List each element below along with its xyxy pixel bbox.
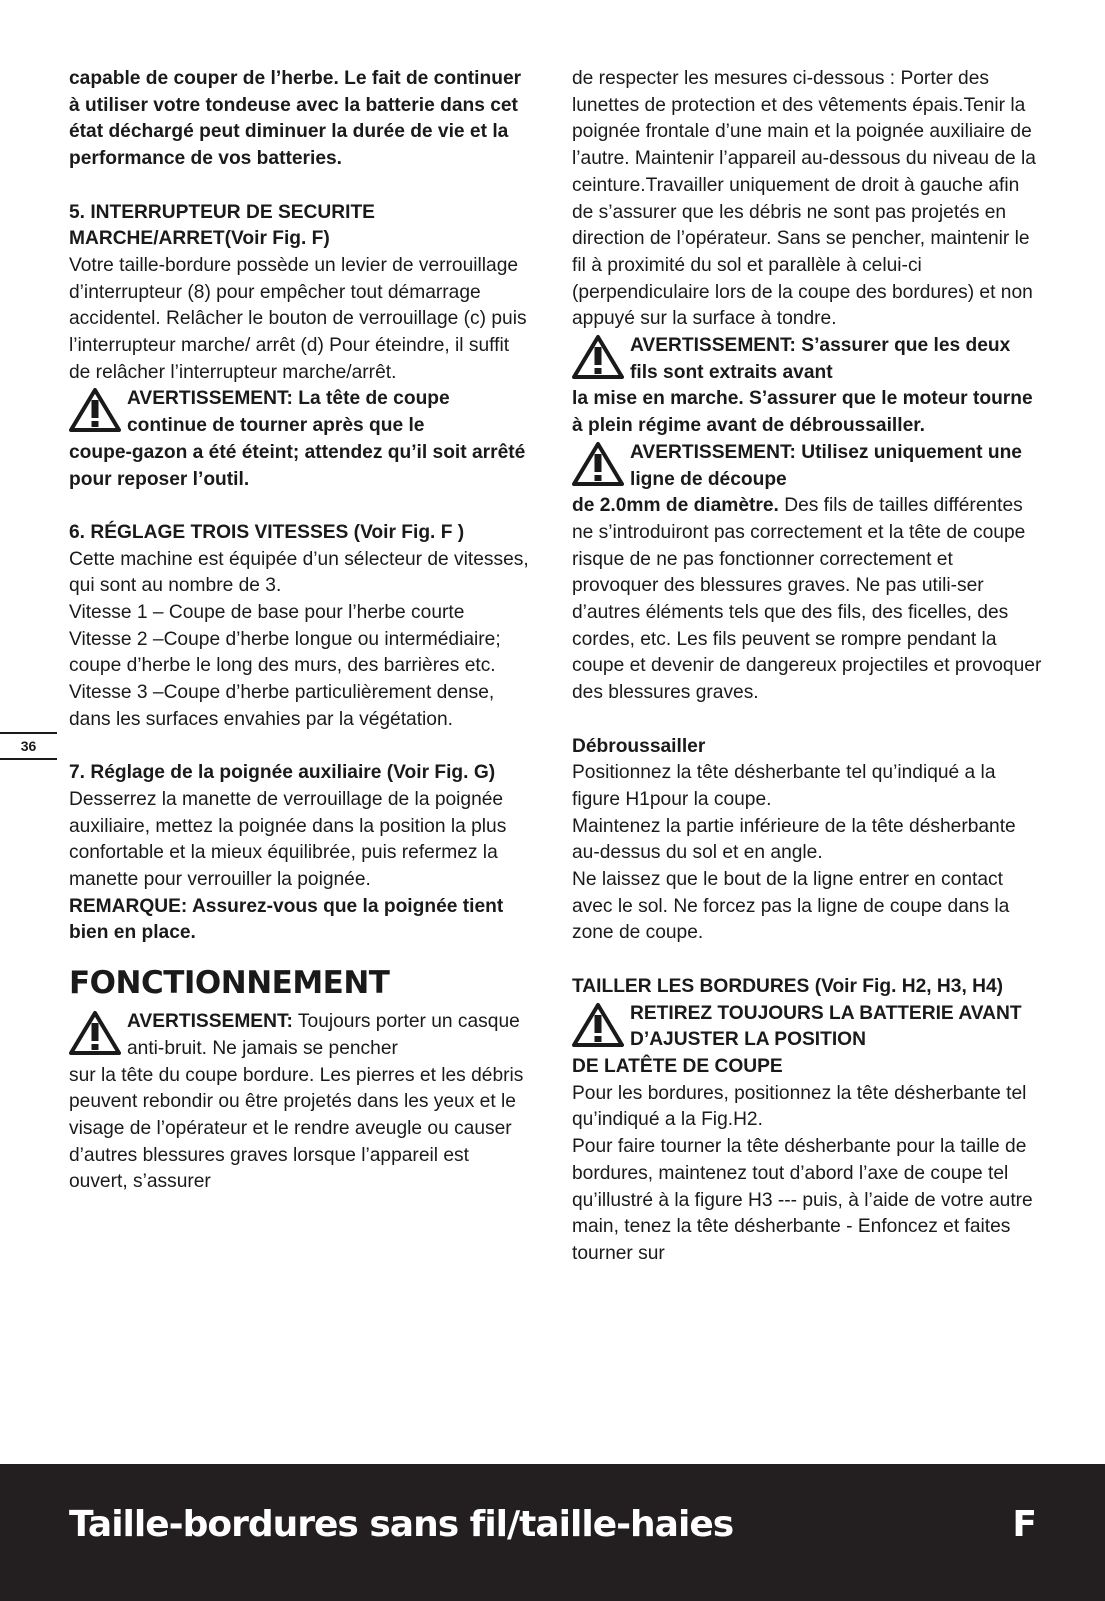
section-7-heading: 7. Réglage de la poignée auxiliaire (Voir Fig. G): [69, 762, 496, 784]
battery-paragraph: capable de couper de l’herbe. Le fait de continuer à utiliser votre tondeuse avec la batterie dans cet état déchargé peut diminuer la durée de vie et la performance de vos batteries.: [69, 68, 522, 170]
tailler-p1: Pour les bordures, positionnez la tête désherbante tel qu’indiqué a la Fig.H2.: [572, 1082, 1027, 1131]
section-5-body: Votre taille-bordure possède un levier de verrouillage d’interrupteur (8) pour empêcher tout démarrage accidentel. Relâcher le bouton de verrouillage (c) puis l’interrupteur marche/ arrêt (d) Pour éteindre, il suffit de relâcher l’interrupteur marche/arrêt.: [69, 254, 527, 383]
warning-triangle-icon: [572, 441, 624, 487]
language-letter: F: [1012, 1504, 1037, 1545]
debroussailler-p3: Ne laissez que le bout de la ligne entrer en contact avec le sol. Ne forcez pas la ligne de coupe dans la zone de coupe.: [572, 869, 1010, 944]
speed-3-text: Vitesse 3 –Coupe d’herbe particulièrement dense, dans les surfaces envahies par la végétation.: [69, 682, 495, 730]
footer-title: Taille-bordures sans fil/taille-haies: [69, 1504, 734, 1545]
section-6-heading: 6. RÉGLAGE TROIS VITESSES (Voir Fig. F ): [69, 521, 465, 543]
warning-4-text: AVERTISSEMENT: Utilisez uniquement une ligne de découpe: [630, 441, 1022, 490]
warning-4-continued: [572, 493, 1042, 707]
warning-block-3: [572, 333, 1042, 386]
tailler-heading: TAILLER LES BORDURES (Voir Fig. H2, H3, H4): [572, 975, 1004, 997]
section-7-note: REMARQUE: Assurez-vous que la poignée tient bien en place.: [69, 895, 504, 944]
left-column: [69, 66, 529, 1196]
page-number: 36: [0, 732, 57, 760]
warning-1-continued: coupe-gazon a été éteint; attendez qu’il soit arrêté pour reposer l’outil.: [69, 441, 526, 490]
warning-2-text: [127, 1009, 529, 1062]
speed-1-text: Vitesse 1 – Coupe de base pour l’herbe courte: [69, 602, 465, 624]
section-7-body: Desserrez la manette de verrouillage de la poignée auxiliaire, mettez la poignée dans la position la plus confortable et la mieux équilibrée, puis refermez la manette pour verrouiller la poignée.: [69, 788, 507, 891]
warning-3-continued: la mise en marche. S’assurer que le moteur tourne à plein régime avant de débroussailler.: [572, 388, 1033, 437]
warning-block-1: [69, 386, 529, 439]
speed-2-text: Vitesse 2 –Coupe d’herbe longue ou intermédiaire; coupe d’herbe le long des murs, des barrières etc.: [69, 628, 501, 677]
right-column: [572, 66, 1042, 1268]
warning-triangle-icon: [572, 334, 624, 380]
tailler-p2: Pour faire tourner la tête désherbante pour la taille de bordures, maintenez tout d’abord l’axe de coupe tel qu’illustré à la figure H3 --- puis, à l’aide de votre autre main, tenez la tête désherbante - Enfoncez et faites tourner sur: [572, 1136, 1033, 1264]
warning-block-4: [572, 440, 1042, 493]
section-5-heading: 5. INTERRUPTEUR DE SECURITE MARCHE/ARRET(Voir Fig. F): [69, 201, 375, 250]
debroussailler-p1: Positionnez la tête désherbante tel qu’indiqué a la figure H1pour la coupe.: [572, 762, 996, 810]
warning-1-text: AVERTISSEMENT: La tête de coupe continue de tourner après que le: [127, 388, 450, 437]
warning-2-continued: sur la tête du coupe bordure. Les pierres et les débris peuvent rebondir ou être projetés dans les yeux et le visage de l’opérateur et le rendre aveugle ou causer d’autres blessures graves lorsque l’appareil est ouvert, s’assurer: [69, 1064, 524, 1193]
warning-triangle-icon: [69, 387, 121, 433]
warning-block-5: [572, 1001, 1042, 1054]
warning-2-first-line: Toujours porter un casque anti-bruit. Ne jamais se pencher: [127, 1011, 520, 1059]
warning-3-text: AVERTISSEMENT: S’assurer que les deux fils sont extraits avant: [630, 335, 1011, 383]
footer-bar: [0, 1464, 1105, 1601]
warning-5-text: RETIREZ TOUJOURS LA BATTERIE AVANT D’AJUSTER LA POSITION: [630, 1002, 1022, 1051]
warning-4-diameter: de 2.0mm de diamètre.: [572, 495, 779, 517]
warning-triangle-icon: [572, 1002, 624, 1048]
debroussailler-p2: Maintenez la partie inférieure de la tête désherbante au-dessus du sol et en angle.: [572, 815, 1016, 864]
warning-block-2: [69, 1009, 529, 1062]
warning-triangle-icon: [69, 1010, 121, 1056]
debroussailler-heading: Débroussailler: [572, 735, 706, 757]
warning-5-continued: DE LATÊTE DE COUPE: [572, 1055, 783, 1077]
warning-2-label: AVERTISSEMENT:: [127, 1011, 293, 1033]
fonctionnement-heading: FONCTIONNEMENT: [69, 965, 390, 1002]
section-6-intro: Cette machine est équipée d’un sélecteur de vitesses, qui sont au nombre de 3.: [69, 548, 529, 597]
safety-measures-paragraph: de respecter les mesures ci-dessous : Porter des lunettes de protection et des vêtements épais.Tenir la poignée frontale d’une main et la poignée auxiliaire de l’autre. Maintenir l’appareil au-dessous du niveau de la ceinture.Travailler uniquement de droit à gauche afin de s’assurer que les débris ne sont pas projetés en direction de l’opérateur. Sans se pencher, maintenir le fil à proximité du sol et parallèle à celui-ci (perpendiculaire lors de la coupe des bordures) et non appuyé sur la surface à tondre.: [572, 68, 1036, 330]
warning-4-body: Des fils de tailles différentes ne s’introduiront pas correctement et la tête de coupe risque de ne pas fonctionner correctement et provoquer des blessures graves. Ne pas utili-ser d’autres éléments tels que des fils, des ficelles, des cordes, etc. Les fils peuvent se rompre pendant la coupe et devenir de dangereux projectiles et provoquer des blessures graves.: [572, 495, 1042, 704]
